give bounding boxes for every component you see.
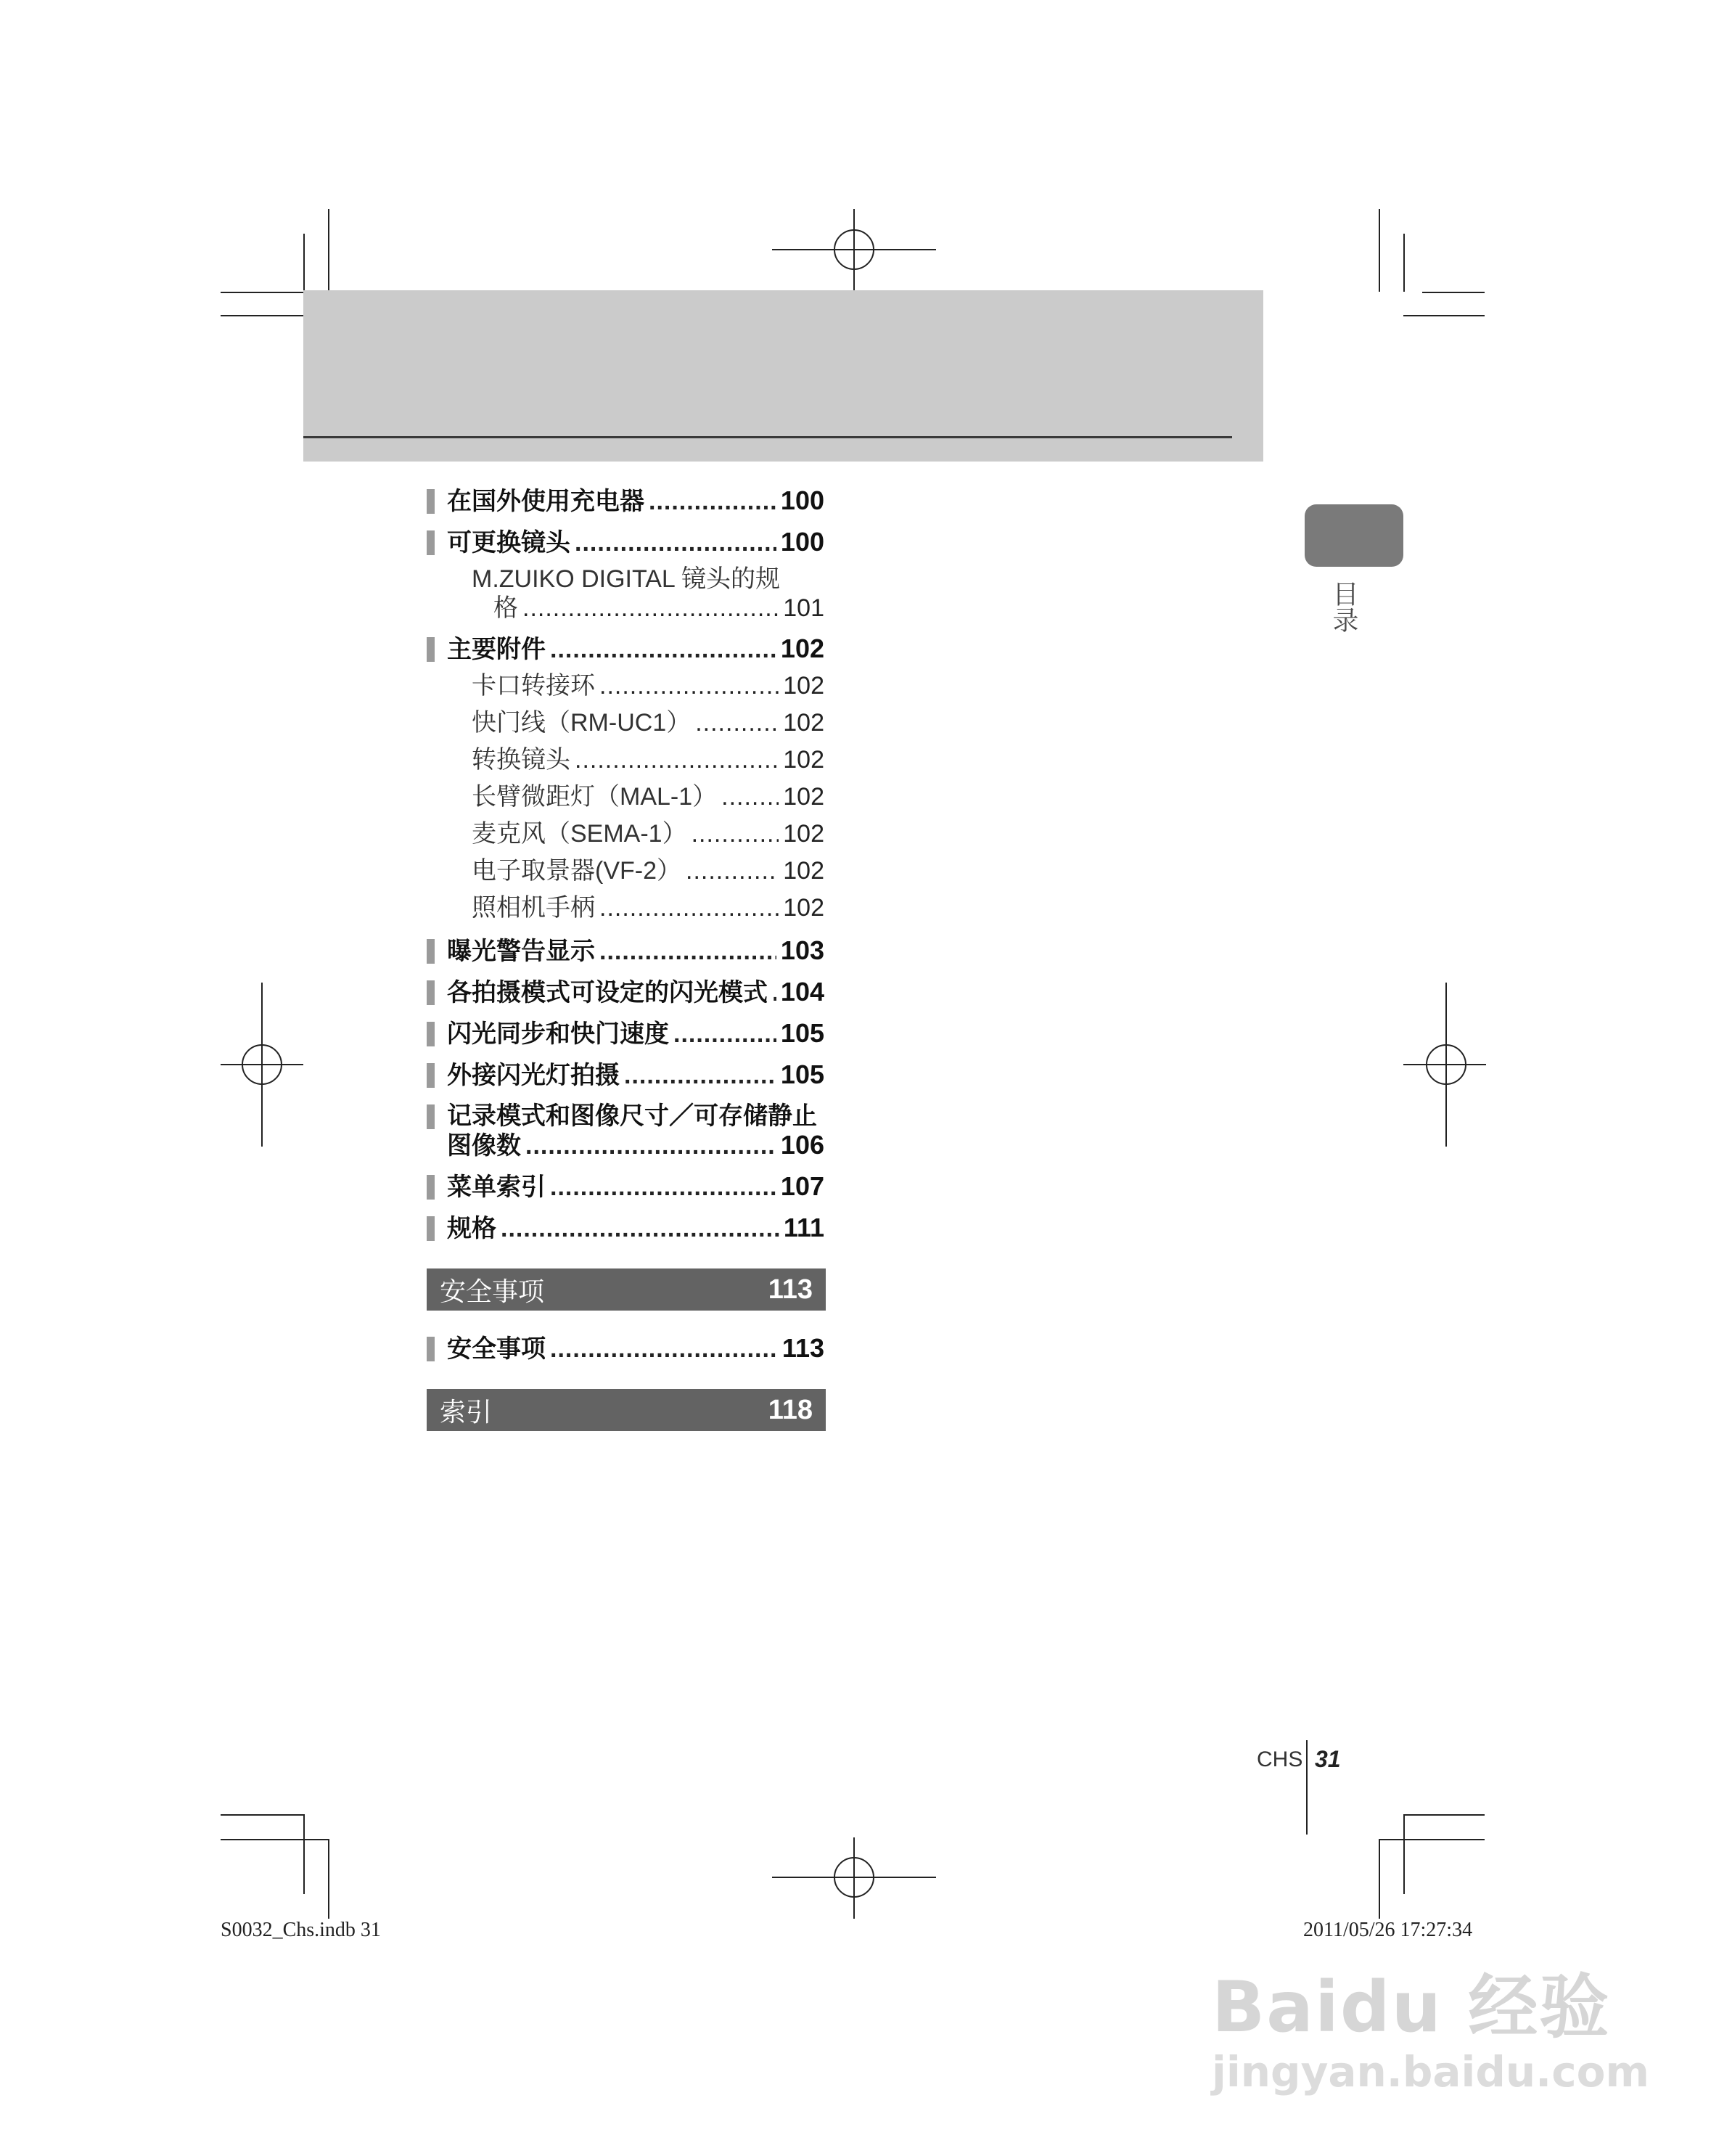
toc-entry-label: 安全事项: [447, 1335, 546, 1363]
toc-entry-label: 外接闪光灯拍摄: [447, 1062, 620, 1089]
toc-entry-label: 可更换镜头: [447, 529, 570, 557]
toc-subentry-page: 102: [783, 709, 824, 737]
toc-leader: [721, 782, 779, 811]
section-header-page: 118: [768, 1394, 813, 1425]
toc-entry[interactable]: [427, 977, 824, 1007]
toc-subentry-label: 电子取景器(VF-2）: [472, 857, 681, 885]
crop-mark: [221, 315, 303, 316]
toc-bullet-bar: [427, 1175, 435, 1200]
crop-mark: [1403, 1814, 1405, 1894]
toc-entry[interactable]: [427, 1172, 824, 1202]
print-slug-timestamp: 2011/05/26 17:27:34: [1303, 1919, 1473, 1941]
print-slug-file: S0032_Chs.indb 31: [221, 1919, 381, 1941]
toc-leader: [575, 745, 779, 774]
toc-leader: [649, 487, 776, 516]
toc-entry-page: 105: [780, 1059, 824, 1089]
toc-leader: [772, 978, 776, 1007]
toc-subentry-label: 照相机手柄: [472, 894, 595, 922]
toc-subentry-page: 102: [783, 746, 824, 774]
toc-subentry-label: 快门线（RM-UC1）: [472, 709, 692, 737]
chapter-tab-label: 目录: [1329, 581, 1358, 633]
toc-entry-label: 主要附件: [447, 636, 546, 663]
watermark-url: jingyan.baidu.com: [1212, 2047, 1649, 2096]
toc-subentry-page: 102: [783, 857, 824, 885]
crop-mark: [1379, 1839, 1485, 1840]
toc-subentry[interactable]: [427, 856, 824, 885]
toc-leader: [550, 1335, 778, 1364]
crop-mark: [221, 1839, 328, 1840]
toc-entry[interactable]: [427, 1060, 824, 1090]
toc-entry-page: 104: [780, 977, 824, 1007]
toc-entry-page: 100: [780, 527, 824, 557]
toc-leader: [686, 856, 779, 885]
toc-leader: [692, 819, 779, 848]
watermark-brand: Baidu 经验: [1212, 1967, 1611, 2048]
registration-circle: [834, 229, 874, 270]
toc-subentry-label: 转换镜头: [472, 746, 570, 774]
toc-entry-page: 103: [780, 935, 824, 965]
toc-entry[interactable]: [427, 1334, 824, 1364]
toc-subentry-page: 102: [783, 783, 824, 811]
toc-subentry-page: 101: [783, 594, 824, 622]
toc-entry-label: 闪光同步和快门速度: [447, 1020, 669, 1048]
toc-entry-label: 在国外使用充电器: [447, 488, 644, 515]
registration-circle: [834, 1857, 874, 1898]
toc-leader: [550, 1173, 776, 1202]
toc-leader: [599, 937, 776, 966]
crop-mark: [1403, 1814, 1485, 1816]
crop-mark: [221, 1814, 303, 1816]
toc-leader: [673, 1020, 776, 1049]
page-number: 31: [1315, 1746, 1341, 1772]
toc-bullet-bar: [427, 1337, 435, 1361]
toc-subentry-label: M.ZUIKO DIGITAL 镜头的规: [472, 565, 781, 593]
toc-subentry-label: 麦克风（SEMA-1）: [472, 820, 687, 848]
toc-subentry-line1[interactable]: [427, 565, 824, 594]
registration-circle: [242, 1044, 282, 1085]
toc-entry[interactable]: [427, 486, 824, 516]
toc-bullet-bar: [427, 530, 435, 555]
footer-divider: [1306, 1740, 1308, 1835]
toc-subentry[interactable]: [427, 671, 824, 700]
toc-leader: [599, 893, 779, 922]
crop-mark: [1379, 209, 1380, 292]
toc-subentry[interactable]: [427, 782, 824, 811]
watermark: [1212, 1952, 1649, 2096]
toc-bullet-bar: [427, 939, 435, 964]
crop-mark: [1403, 234, 1405, 292]
toc-subentry-label: 长臂微距灯（MAL-1）: [472, 783, 718, 811]
registration-circle: [1426, 1044, 1466, 1085]
toc-entry-label: 记录模式和图像尺寸／可存储静止: [447, 1102, 817, 1130]
toc-leader: [624, 1061, 776, 1090]
chapter-tab: [1305, 504, 1403, 567]
toc-entry-label: 图像数: [447, 1132, 521, 1160]
crop-mark: [221, 292, 303, 293]
toc-leader: [599, 671, 779, 700]
toc-subentry[interactable]: [427, 594, 824, 623]
toc-entry-line1[interactable]: [427, 1102, 824, 1131]
toc-entry-label: 各拍摄模式可设定的闪光模式: [447, 979, 768, 1007]
toc-entry[interactable]: [427, 1019, 824, 1049]
toc-subentry[interactable]: [427, 745, 824, 774]
section-header-page: 113: [768, 1274, 813, 1305]
toc-entry[interactable]: [427, 1131, 824, 1160]
header-rule: [303, 436, 1232, 438]
toc-leader: [522, 594, 779, 623]
section-header-label: 索引: [440, 1396, 493, 1427]
toc-entry-page: 111: [783, 1213, 824, 1242]
section-header-safety[interactable]: [427, 1268, 826, 1311]
toc-entry-page: 106: [780, 1130, 824, 1160]
toc-entry-label: 规格: [447, 1215, 496, 1242]
footer-language: CHS: [1257, 1747, 1303, 1771]
crop-mark: [1422, 292, 1485, 293]
crop-mark: [1379, 1839, 1380, 1919]
toc-entry[interactable]: [427, 634, 824, 664]
toc-leader: [695, 708, 779, 737]
crop-mark: [328, 1839, 329, 1919]
toc-entry-page: 107: [780, 1171, 824, 1201]
toc-entry-page: 100: [780, 485, 824, 515]
toc-subentry-label: 卡口转接环: [472, 672, 595, 700]
toc-subentry-label: 格: [493, 594, 518, 622]
toc-bullet-bar: [427, 980, 435, 1005]
toc-leader: [575, 528, 776, 557]
toc-entry-page: 102: [780, 634, 824, 663]
toc-bullet-bar: [427, 1216, 435, 1241]
toc-bullet-bar: [427, 1022, 435, 1046]
toc-entry-label: 菜单索引: [447, 1173, 546, 1201]
toc-subentry-page: 102: [783, 894, 824, 922]
toc-subentry[interactable]: [427, 819, 824, 848]
toc-entry[interactable]: [427, 528, 824, 557]
toc-bullet-bar: [427, 637, 435, 662]
toc-entry[interactable]: [427, 936, 824, 966]
toc-bullet-bar: [427, 1104, 435, 1129]
toc-leader: [550, 635, 776, 664]
toc-entry-page: 113: [781, 1333, 824, 1363]
toc-subentry[interactable]: [427, 893, 824, 922]
toc-subentry-page: 102: [783, 672, 824, 700]
toc-bullet-bar: [427, 489, 435, 514]
toc-leader: [525, 1131, 776, 1160]
toc-entry-page: 105: [780, 1018, 824, 1048]
toc-entry-label: 曝光警告显示: [447, 938, 595, 965]
crop-mark: [1403, 315, 1485, 316]
crop-mark: [303, 1814, 305, 1894]
toc-bullet-bar: [427, 1063, 435, 1088]
section-header-index[interactable]: [427, 1389, 826, 1431]
toc-entry[interactable]: [427, 1213, 824, 1243]
toc-subentry-page: 102: [783, 820, 824, 848]
toc-leader: [501, 1214, 779, 1243]
section-header-label: 安全事项: [440, 1276, 545, 1306]
toc-subentry[interactable]: [427, 708, 824, 737]
